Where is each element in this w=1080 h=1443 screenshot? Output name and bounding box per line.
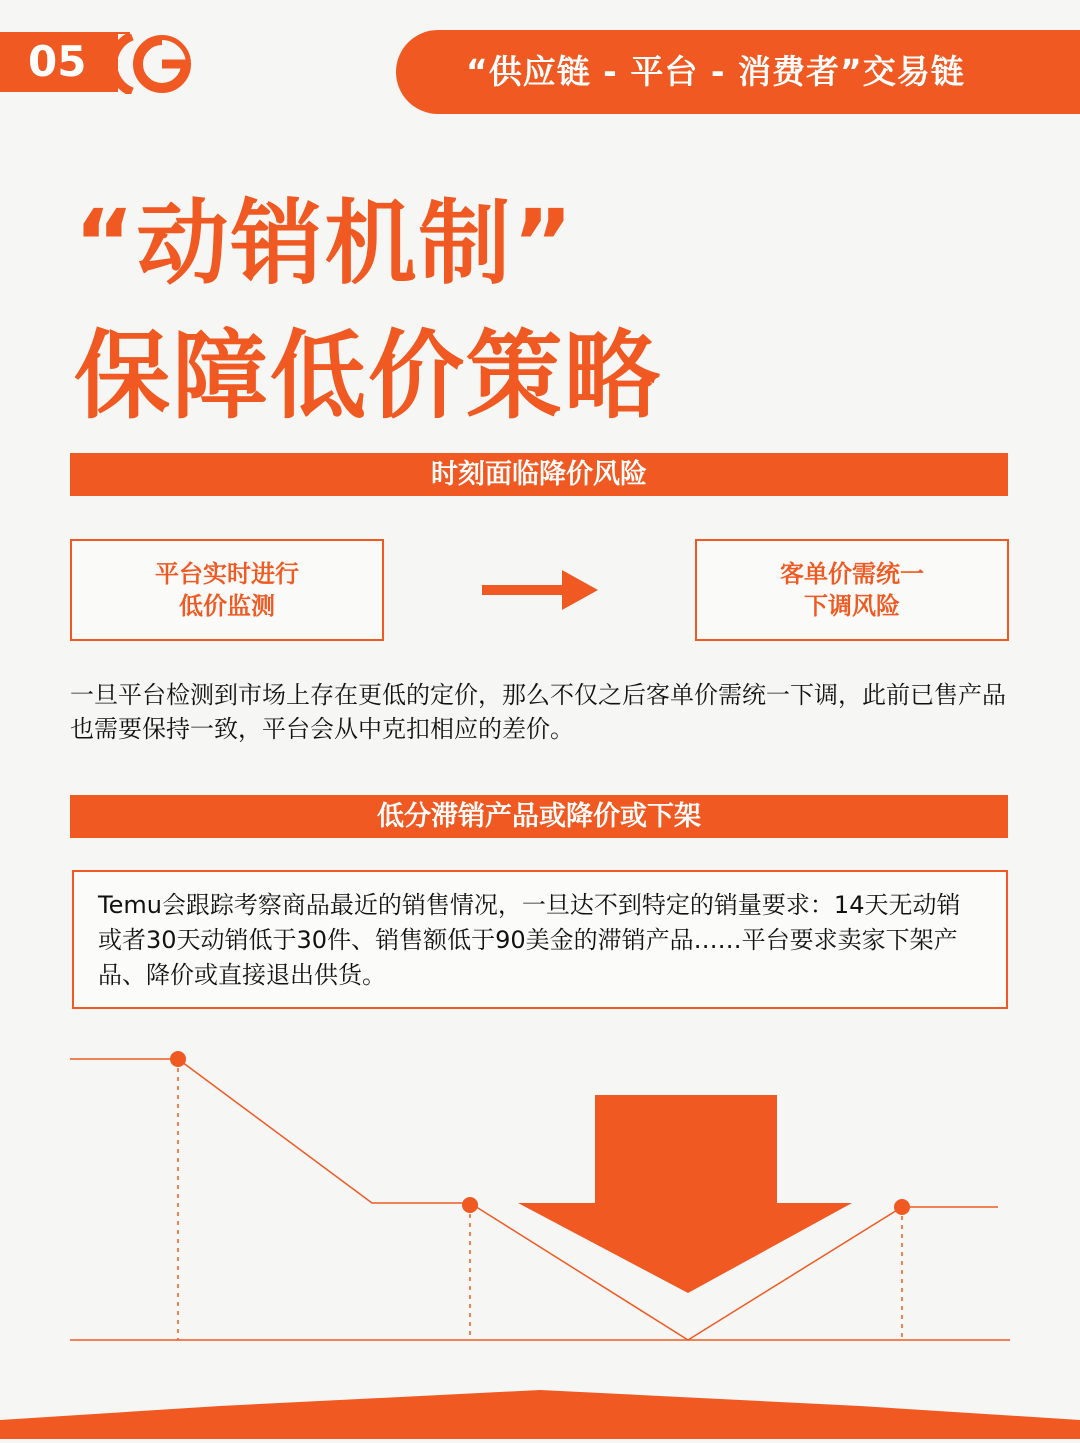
flow-box-monitoring-line-2: 低价监测 bbox=[179, 592, 275, 620]
price-point-1 bbox=[170, 1051, 186, 1067]
page-number: 05 bbox=[28, 37, 87, 86]
section-1-description: 一旦平台检测到市场上存在更低的定价，那么不仅之后客单价需统一下调，此前已售产品也需要保持一致，平台会从中克扣相应的差价。 bbox=[70, 681, 1006, 743]
section-title-pill bbox=[396, 30, 1080, 114]
flow-box-price-risk bbox=[695, 539, 1009, 641]
section-title: “供应链 - 平台 - 消费者”交易链 bbox=[466, 52, 965, 91]
flow-box-monitoring-line-1: 平台实时进行 bbox=[155, 560, 299, 588]
flow-box-price-risk-line-1: 客单价需统一 bbox=[780, 560, 924, 588]
down-arrow-icon bbox=[518, 1095, 852, 1293]
section-1-heading: 时刻面临降价风险 bbox=[70, 453, 1008, 496]
right-arrow-icon bbox=[482, 568, 598, 612]
flow-box-price-risk-line-2: 下调风险 bbox=[804, 592, 900, 620]
footer-band bbox=[0, 1384, 1080, 1439]
section-2-info-box bbox=[72, 870, 1008, 1009]
page-number-tab bbox=[0, 32, 130, 92]
page-title-line-1: “动销机制” bbox=[74, 190, 575, 297]
price-point-2 bbox=[462, 1197, 478, 1213]
section-2-heading: 低分滞销产品或降价或下架 bbox=[70, 795, 1008, 838]
pie-chart-icon bbox=[118, 34, 196, 94]
price-drop-illustration bbox=[0, 1040, 1080, 1360]
illustration-lines bbox=[70, 1059, 1010, 1340]
page-title-line-2: 保障低价策略 bbox=[74, 320, 662, 432]
section-2-description: Temu会跟踪考察商品最近的销售情况，一旦达不到特定的销量要求：14天无动销或者30天动销低于30件、销售额低于90美金的滞销产品……平台要求卖家下架产品、降价或直接退出供货。 bbox=[98, 891, 961, 989]
price-point-3 bbox=[894, 1199, 910, 1215]
flow-box-monitoring bbox=[70, 539, 384, 641]
